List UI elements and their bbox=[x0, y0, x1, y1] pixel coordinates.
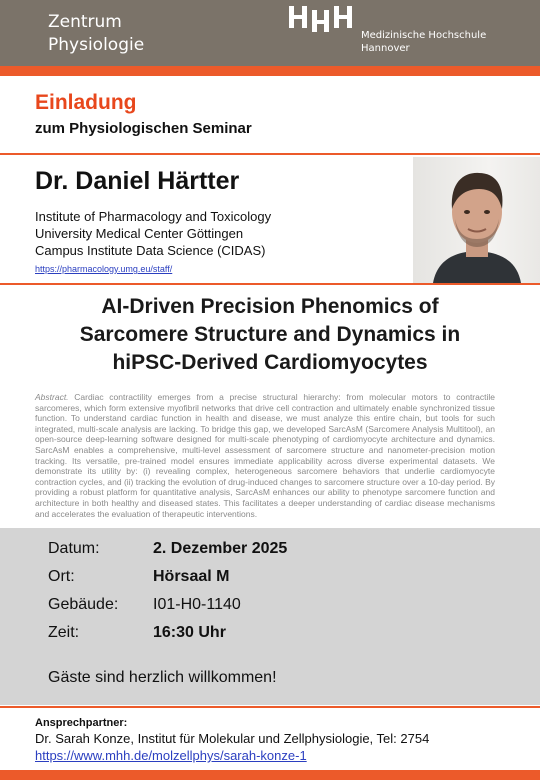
talk-title-line-1: AI-Driven Precision Phenomics of bbox=[101, 295, 439, 318]
institution-line-1: Medizinische Hochschule bbox=[361, 30, 487, 41]
mhh-logo bbox=[289, 6, 355, 50]
institution-name bbox=[361, 29, 486, 55]
institution-line-2: Hannover bbox=[361, 43, 410, 54]
speaker-affiliation-1: Institute of Pharmacology and Toxicology bbox=[35, 209, 272, 224]
speaker-affiliation-2: University Medical Center Göttingen bbox=[35, 226, 244, 241]
place-value: Hörsaal M bbox=[153, 568, 230, 585]
abstract-label: Abstract. bbox=[35, 392, 69, 402]
talk-title bbox=[20, 293, 520, 377]
welcome-message: Gäste sind herzlich willkommen! bbox=[48, 669, 277, 686]
divider-bottom bbox=[0, 706, 540, 708]
invitation-title: Einladung bbox=[35, 91, 137, 114]
abstract bbox=[35, 392, 495, 519]
talk-title-line-2: Sarcomere Structure and Dynamics in bbox=[79, 323, 461, 346]
place-label: Ort: bbox=[48, 568, 75, 585]
speaker-profile-link[interactable]: https://pharmacology.umg.eu/staff/ bbox=[35, 264, 173, 274]
header-banner bbox=[0, 0, 540, 66]
time-value: 16:30 Uhr bbox=[153, 624, 226, 641]
time-label: Zeit: bbox=[48, 624, 80, 641]
seminar-subtitle: zum Physiologischen Seminar bbox=[35, 120, 252, 137]
date-label: Datum: bbox=[48, 540, 100, 557]
divider-middle bbox=[0, 283, 540, 285]
building-value: I01-H0-1140 bbox=[153, 596, 241, 613]
abstract-text: Cardiac contractility emerges from a precise structural hierarchy: from molecular motors to contractile sarcomeres, which form extensive myofibril networks that drive cell contraction and ultimately enable synchronized tissue function. To understand cardiac function in health and disease, we must analyze this entire chain, but tools for such integrated, multi-scale analysis are lacking. To bridge this gap, we developed SarcAsM (Sarcomere Analysis Multitool), an open-source deep-learning software designed for multi-scale phenotyping of cardiomyocyte architecture and dynamics. SarcAsM enables a comprehensive, multi-level assessment of sarcomere structure and nanometer-precision motion tracking. Its versatile, pre-trained model ensures immediate applicability across diverse experimental datasets. We demonstrate its utility by: (i) revealing complex, heterogeneous sarcomere behaviors that underlie cardiomyocyte contraction cycles, and (ii) tracking the evolution of drug-induced changes to sarcomere structure over a 10-day period. By providing a robust platform for quantitative analysis, SarcAsM enhances our ability to phenotype sarcomere function and architecture in both healthy and diseased states. This facilitates a deeper understanding of cardiac disease mechanisms and accelerates the evaluation of therapeutic interventions. bbox=[35, 392, 495, 519]
speaker-affiliation-3: Campus Institute Data Science (CIDAS) bbox=[35, 243, 266, 258]
footer-accent-bar bbox=[0, 770, 540, 780]
department-name bbox=[48, 11, 144, 57]
date-value: 2. Dezember 2025 bbox=[153, 540, 288, 557]
speaker-name: Dr. Daniel Härtter bbox=[35, 167, 240, 195]
contact-details: Dr. Sarah Konze, Institut für Molekular und Zellphysiologie, Tel: 2754 bbox=[35, 731, 430, 746]
contact-link[interactable]: https://www.mhh.de/molzellphys/sarah-konze-1 bbox=[35, 748, 307, 763]
contact-heading: Ansprechpartner: bbox=[35, 717, 128, 729]
header-accent-bar bbox=[0, 66, 540, 76]
talk-title-line-3: hiPSC-Derived Cardiomyocytes bbox=[112, 351, 428, 374]
speaker-photo bbox=[413, 157, 540, 283]
divider-top bbox=[0, 153, 540, 155]
building-label: Gebäude: bbox=[48, 596, 119, 613]
department-line-2: Physiologie bbox=[48, 35, 145, 55]
department-line-1: Zentrum bbox=[48, 12, 122, 32]
